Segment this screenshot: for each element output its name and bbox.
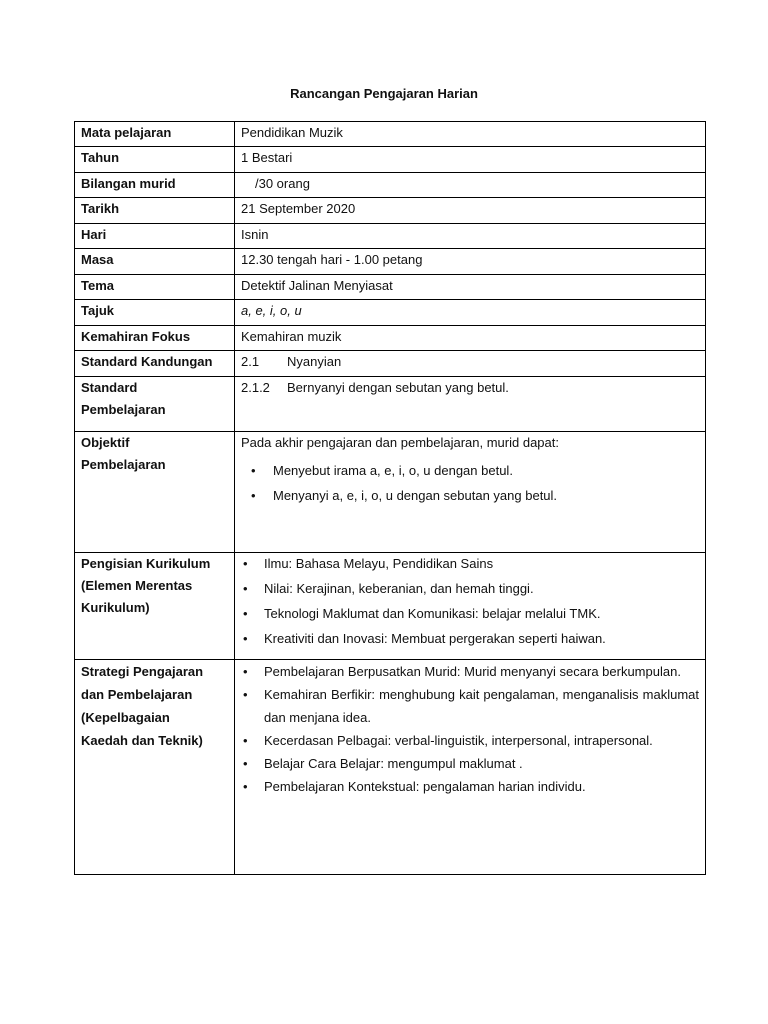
row-label: Bilangan murid — [75, 173, 235, 198]
row-label: Tema — [75, 275, 235, 300]
lesson-plan-table — [74, 121, 706, 875]
row-value: Kemahiran muzik — [235, 326, 706, 351]
objective-intro: Pada akhir pengajaran dan pembelajaran, murid dapat: — [241, 435, 559, 450]
row-label: Standard Kandungan — [75, 351, 235, 377]
label-line: Standard — [81, 380, 138, 395]
row-label: Tarikh — [75, 198, 235, 224]
label-line: Pembelajaran — [81, 402, 166, 417]
row-value: Isnin — [235, 224, 706, 249]
row-value-text: Nyanyian — [287, 354, 342, 369]
curriculum-list — [241, 552, 699, 651]
strategy-list — [241, 660, 699, 798]
list-item: • Menyanyi a, e, i, o, u dengan sebutan yang betul. — [241, 483, 699, 508]
table-row — [75, 147, 706, 173]
list-item: • Kreativiti dan Inovasi: Membuat pergerakan seperti haiwan. — [241, 626, 699, 651]
table-row — [75, 432, 706, 553]
row-label — [75, 377, 235, 432]
label-line: (Elemen Merentas — [81, 578, 193, 593]
table-row — [75, 173, 706, 198]
table-row — [75, 198, 706, 224]
row-value: a, e, i, o, u — [235, 300, 706, 326]
row-label: Mata pelajaran — [75, 122, 235, 147]
table-row — [75, 249, 706, 275]
list-item: • Menyebut irama a, e, i, o, u dengan betul. — [241, 458, 699, 483]
list-item: • Pembelajaran Berpusatkan Murid: Murid menyanyi secara berkumpulan. — [241, 660, 699, 683]
row-value: 21 September 2020 — [235, 198, 706, 224]
label-line: Kurikulum) — [81, 600, 150, 615]
row-value — [235, 660, 706, 875]
row-label: Tahun — [75, 147, 235, 173]
standard-number: 2.1 — [241, 354, 260, 369]
label-line: Strategi Pengajaran — [81, 664, 204, 679]
list-item: • Nilai: Kerajinan, keberanian, dan hemah tinggi. — [241, 576, 699, 601]
row-value-text: /30 orang — [255, 176, 310, 191]
row-value — [235, 432, 706, 553]
row-value-text: Bernyanyi dengan sebutan yang betul. — [287, 380, 509, 395]
row-label: Kemahiran Fokus — [75, 326, 235, 351]
label-line: Kaedah dan Teknik) — [81, 733, 203, 748]
standard-number: 2.1.2 — [241, 380, 270, 395]
row-value — [235, 553, 706, 660]
table-row — [75, 377, 706, 432]
row-value — [235, 173, 706, 198]
objective-list — [241, 458, 699, 508]
list-item: • Teknologi Maklumat dan Komunikasi: belajar melalui TMK. — [241, 601, 699, 626]
table-row — [75, 660, 706, 875]
list-item: • Kemahiran Berfikir: menghubung kait pengalaman, menganalisis maklumat dan menjana idea. — [241, 683, 699, 729]
table-row — [75, 351, 706, 377]
list-item: • Belajar Cara Belajar: mengumpul maklumat . — [241, 752, 699, 775]
row-label: Masa — [75, 249, 235, 275]
table-row — [75, 122, 706, 147]
label-line: Objektif — [81, 435, 130, 450]
list-item: • Ilmu: Bahasa Melayu, Pendidikan Sains — [241, 552, 699, 576]
row-value: 1 Bestari — [235, 147, 706, 173]
row-label: Tajuk — [75, 300, 235, 326]
list-item: • Kecerdasan Pelbagai: verbal-linguistik, interpersonal, intrapersonal. — [241, 729, 699, 752]
row-label — [75, 553, 235, 660]
label-line: Pengisian Kurikulum — [81, 556, 211, 571]
label-line: (Kepelbagaian — [81, 710, 170, 725]
label-line: dan Pembelajaran — [81, 687, 193, 702]
label-line: Pembelajaran — [81, 457, 166, 472]
document-title: Rancangan Pengajaran Harian — [290, 86, 478, 101]
row-label — [75, 432, 235, 553]
table-row — [75, 224, 706, 249]
table-row — [75, 326, 706, 351]
row-label — [75, 660, 235, 875]
row-value: Detektif Jalinan Menyiasat — [235, 275, 706, 300]
table-row — [75, 300, 706, 326]
row-value — [235, 351, 706, 377]
row-value: 12.30 tengah hari - 1.00 petang — [235, 249, 706, 275]
row-label: Hari — [75, 224, 235, 249]
row-value — [235, 377, 706, 432]
table-row — [75, 275, 706, 300]
row-value: Pendidikan Muzik — [235, 122, 706, 147]
table-row — [75, 553, 706, 660]
list-item: • Pembelajaran Kontekstual: pengalaman harian individu. — [241, 775, 699, 798]
